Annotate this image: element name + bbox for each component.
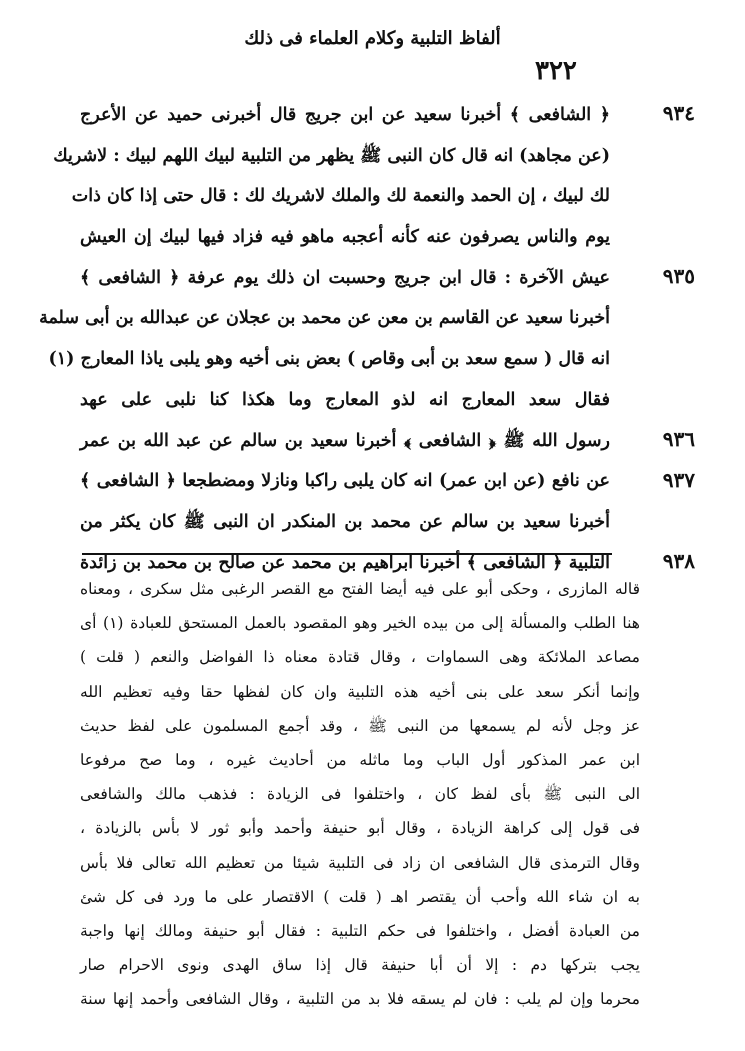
text-line: فقال سعد المعارج انه لذو المعارج وما هكذا كنا نلبى على عهد [80, 389, 610, 410]
footnote-line: محرما وإن لم يلب : فان لم يسقه فلا بد من التلبية ، وقال الشافعى وأحمد إنها سنة [80, 990, 640, 1009]
text-line: عيش الآخرة : قال ابن جريج وحسبت ان ذلك يوم عرفة ﴿ الشافعى ﴾ [80, 267, 610, 288]
hadith-number: ٩٣٨ [662, 549, 695, 573]
text-line: ﴿ الشافعى ﴾ أخبرنا سعيد عن ابن جريج قال أخبرنى حميد عن الأعرج [80, 105, 610, 125]
footnote-line: قاله المازرى ، وحكى أبو على فيه أيضا الفتح مع القصر الرغبى مثل سكرى ، ومعناه [80, 580, 640, 598]
text-line: أخبرنا سعيد بن سالم عن محمد بن المنكدر ان النبى ﷺ كان يكثر من [80, 511, 610, 532]
footnote-line: ابن عمر المذكور أول الباب وما ماثله من أحاديث غيره ، وما صح مرفوعا [80, 750, 640, 769]
text-line: أخبرنا سعيد عن القاسم بن معن عن محمد بن عجلان عن عبدالله بن أبى سلمة [39, 308, 610, 329]
footnote-line: الى النبى ﷺ بأى لفظ كان ، واختلفوا فى الزيادة : فذهب مالك والشافعى [80, 785, 640, 804]
text-line: التلبية ﴿ الشافعى ﴾ أخبرنا ابراهيم بن محمد عن صالح بن محمد بن زائدة [80, 552, 610, 573]
text-line: رسول الله ﷺ ﴿ الشافعى ﴾ أخبرنا سعيد بن سالم عن عبد الله بن عمر [80, 430, 610, 451]
hadith-number: ٩٣٧ [662, 468, 695, 492]
text-line: لك لبيك ، إن الحمد والنعمة لك والملك لاشريك لك : قال حتى إذا كان ذات [71, 186, 610, 207]
text-line: (عن مجاهد) انه قال كان النبى ﷺ يظهر من التلبية لبيك اللهم لبيك : لاشريك [53, 145, 610, 166]
hadith-number: ٩٣٥ [662, 264, 695, 288]
hadith-number: ٩٣٦ [662, 427, 695, 451]
footnote-line: مصاعد الملائكة وهى السماوات ، وقال قتادة معناه ذا الفواضل والنعم ( قلت ) [80, 648, 640, 667]
hadith-number: ٩٣٤ [662, 101, 695, 125]
running-title: ألفاظ التلبية وكلام العلماء فى ذلك [244, 28, 501, 49]
footnote-divider [82, 553, 612, 555]
footnote-line: فى قول إلى كراهة الزيادة ، وقال أبو حنيفة وأحمد وأبو ثور لا بأس بالزيادة ، [80, 819, 640, 838]
footnote-line: هنا الطلب والمسألة إلى من بيده الخير وهو المقصود بالعمل المستحق للعبادة (١) أى [80, 614, 640, 633]
main-text [39, 95, 610, 583]
text-line: عن نافع (عن ابن عمر) انه كان يلبى راكبا ونازلا ومضطجعا ﴿ الشافعى ﴾ [80, 471, 610, 492]
footnote-line: وإنما أنكر سعد على بنى أخيه هذه التلبية وان كان لفظها حقا وفيه تعظيم الله [80, 682, 640, 701]
footnote-line: وقال الترمذى قال الشافعى ان زاد فى التلبية شيئا من تعظيم الله تعالى فلا بأس [80, 853, 640, 872]
footnote-line: به ان شاء الله وأحب أن يقتصر اهـ ( قلت ) الاقتصار على ما ورد فى كل شئ [80, 887, 640, 906]
footnote-line: من العبادة أفضل ، واختلفوا فى حكم التلبية : فقال أبو حنيفة ومالك إنها واجبة [80, 921, 640, 940]
page-number: ٣٢٢ [535, 56, 577, 86]
footnote-line: عز وجل لأنه لم يسمعها من النبى ﷺ ، وقد أجمع المسلمون على لفظ حديث [80, 716, 640, 735]
footnotes [80, 572, 640, 1016]
text-line: انه قال ( سمع سعد بن أبى وقاص ) بعض بنى أخيه وهو يلبى ياذا المعارج (١) [48, 349, 610, 370]
text-line: يوم والناس يصرفون عنه كأنه أعجبه ماهو فيه فزاد فيها لبيك إن العيش [80, 227, 610, 248]
footnote-line: يجب بتركها دم : إلا أن أبا حنيفة قال إذا ساق الهدى ونوى الاحرام صار [80, 956, 640, 975]
